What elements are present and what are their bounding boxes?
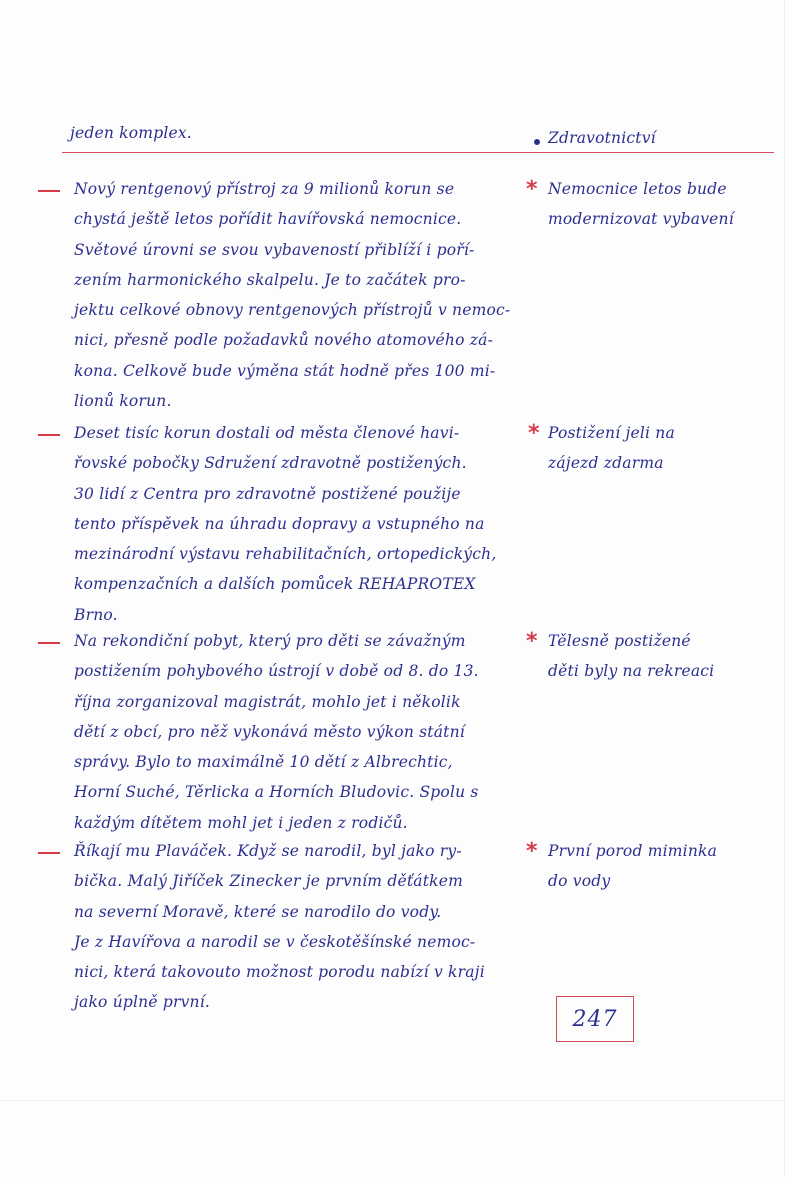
asterisk-icon: * xyxy=(526,839,538,864)
article-line: Říkají mu Plaváček. Když se narodil, byl jako ry- xyxy=(74,842,462,860)
page-number-box xyxy=(556,996,634,1042)
margin-note-3 xyxy=(548,626,714,686)
page-bottom-edge xyxy=(0,1100,784,1101)
article-line: jektu celkové obnovy rentgenových přístrojů v nemoc- xyxy=(74,301,511,320)
article-2 xyxy=(74,418,496,630)
asterisk-icon: * xyxy=(526,177,538,202)
section-bullet-icon xyxy=(534,139,540,145)
article-line: Brno. xyxy=(74,605,118,624)
note-line: do vody xyxy=(548,872,611,890)
article-line: Na rekondiční pobyt, který pro děti se závažným xyxy=(74,632,466,650)
article-4 xyxy=(74,836,485,1018)
note-line: Tělesně postižené xyxy=(548,632,691,650)
header-continuation-text: jeden komplex. xyxy=(70,124,192,142)
article-line: Je z Havířova a narodil se v českotěšínské nemoc- xyxy=(74,932,476,951)
article-line: tento příspěvek na úhradu dopravy a vstupného na xyxy=(74,514,485,533)
article-3 xyxy=(74,626,479,838)
note-line: Nemocnice letos bude xyxy=(548,180,727,198)
note-line: zájezd zdarma xyxy=(548,454,664,472)
page-number: 247 xyxy=(572,1006,618,1032)
article-line: lionů korun. xyxy=(74,392,172,411)
note-line: děti byly na rekreaci xyxy=(548,662,715,680)
article-line: řovské pobočky Sdružení zdravotně postižených. xyxy=(74,454,467,473)
note-line: modernizovat vybavení xyxy=(548,210,734,228)
article-line: Deset tisíc korun dostali od města členové havi- xyxy=(74,424,460,442)
article-line: na severní Moravě, které se narodilo do vody. xyxy=(74,902,442,921)
article-line: jako úplně první. xyxy=(74,993,210,1012)
article-line: zením harmonického skalpelu. Je to začátek pro- xyxy=(74,270,466,289)
article-line: mezinárodní výstavu rehabilitačních, ortopedických, xyxy=(74,545,497,564)
note-line: Postižení jeli na xyxy=(548,424,675,442)
article-marker-dash xyxy=(38,642,60,644)
article-marker-dash xyxy=(38,434,60,436)
article-marker-dash xyxy=(38,852,60,854)
article-line: 30 lidí z Centra pro zdravotně postižené použije xyxy=(74,484,461,503)
margin-note-4 xyxy=(548,836,717,896)
article-line: dětí z obcí, pro něž vykonává město výkon státní xyxy=(74,722,465,741)
article-marker-dash xyxy=(38,190,60,192)
margin-note-2 xyxy=(548,418,675,478)
article-line: bička. Malý Jiříček Zinecker je prvním děťátkem xyxy=(74,872,463,891)
header-rule xyxy=(62,152,774,153)
article-line: října zorganizoval magistrát, mohlo jet i několik xyxy=(74,692,461,711)
article-line: Horní Suché, Těrlicka a Horních Bludovic. Spolu s xyxy=(74,783,479,802)
note-line: První porod miminka xyxy=(548,842,718,860)
article-line: každým dítětem mohl jet i jeden z rodičů. xyxy=(74,813,408,832)
article-line: nici, která takovouto možnost porodu nabízí v kraji xyxy=(74,963,485,982)
article-line: chystá ještě letos pořídit havířovská nemocnice. xyxy=(74,210,462,229)
article-line: postižením pohybového ústrojí v době od 8. do 13. xyxy=(74,662,479,681)
article-line: správy. Bylo to maximálně 10 dětí z Albrechtic, xyxy=(74,753,453,772)
asterisk-icon: * xyxy=(528,421,540,446)
article-line: nici, přesně podle požadavků nového atomového zá- xyxy=(74,331,494,350)
article-1 xyxy=(74,174,510,416)
article-line: Světové úrovni se svou vybaveností přiblíží i poří- xyxy=(74,240,475,259)
article-line: kona. Celkově bude výměna stát hodně přes 100 mi- xyxy=(74,361,496,380)
margin-note-1 xyxy=(548,174,734,234)
asterisk-icon: * xyxy=(526,629,538,654)
article-line: kompenzačních a dalších pomůcek REHAPROTEX xyxy=(74,575,476,594)
section-heading: Zdravotnictví xyxy=(548,129,656,147)
article-line: Nový rentgenový přístroj za 9 milionů korun se xyxy=(74,180,455,198)
